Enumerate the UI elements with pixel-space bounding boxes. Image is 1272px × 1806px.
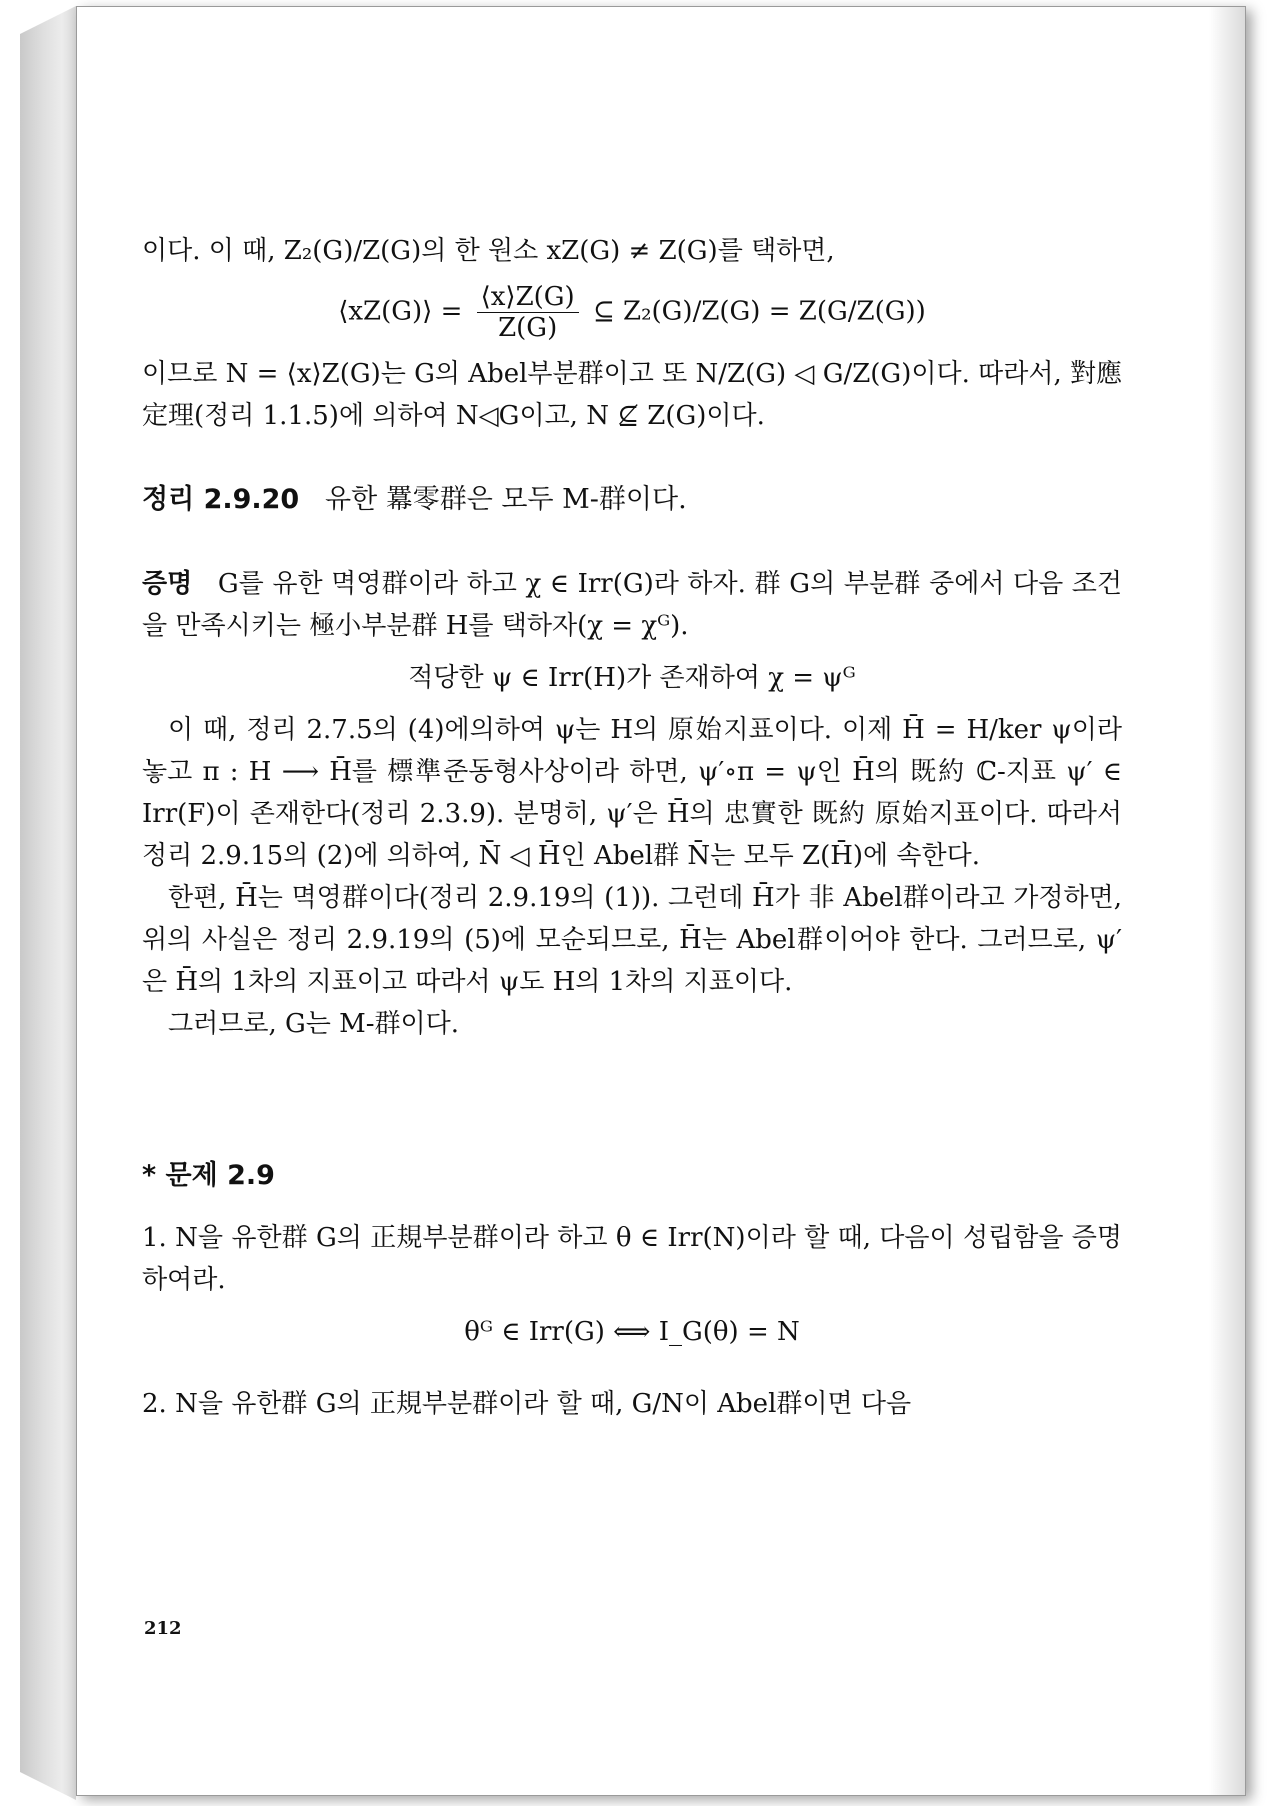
proof-paragraph-1: [142, 563, 1122, 647]
exercise-heading: * 문제 2.9: [142, 1160, 275, 1191]
page-number: 212: [144, 1618, 182, 1639]
page-content: [142, 230, 1122, 1425]
display-equation-1: [142, 282, 1122, 343]
equation-left: ⟨xZ(G)⟩ =: [338, 296, 463, 327]
exercise-item-2: 2. N을 유한群 G의 正規부분群이라 할 때, G/N이 Abel群이면 다음: [142, 1389, 912, 1419]
display-condition: 적당한 ψ ∈ Irr(H)가 존재하여 χ = ψᴳ: [408, 663, 856, 693]
proof-text-1: G를 유한 멱영群이라 하고 χ ∈ Irr(G)라 하자. 群 G의 부분群 중에서 다음 조건을 만족시키는 極小부분群 H를 택하자(χ = χᴳ).: [142, 569, 1123, 641]
theorem-text: 유한 羃零群은 모두 M-群이다.: [324, 484, 687, 515]
theorem-2-9-20: [142, 479, 1122, 521]
equation-right: ⊆ Z₂(G)/Z(G) = Z(G/Z(G)): [592, 296, 926, 327]
exercise-item-1: 1. N을 유한群 G의 正規부분群이라 하고 θ ∈ Irr(N)이라 할 때, 다음이 성립함을 증명하여라.: [142, 1223, 1122, 1295]
proof-label: 증명: [142, 569, 193, 599]
fraction-numerator: ⟨x⟩Z(G): [477, 282, 579, 313]
proof-paragraph-3: 한편, H̄는 멱영群이다(정리 2.9.19의 (1)). 그런데 H̄가 非 Abel群이라고 가정하면, 위의 사실은 정리 2.9.19의 (5)에 모순되므로, H̄는 Abel群이어야 한다. 그러므로, ψ′은 H̄의 1차의 지표이고 따라서 ψ도 H의 1차의 지표이다.: [142, 883, 1122, 997]
fraction-denominator: Z(G): [498, 313, 558, 343]
exercise-1-equation: θᴳ ∈ Irr(G) ⟺ I_G(θ) = N: [464, 1317, 800, 1347]
theorem-label: 정리 2.9.20: [142, 484, 300, 515]
proof-paragraph-2: 이 때, 정리 2.7.5의 (4)에의하여 ψ는 H의 原始지표이다. 이제 H̄ = H/ker ψ이라 놓고 π : H ⟶ H̄를 標準준동형사상이라 하면, ψ′∘π = ψ인 H̄의 既約 ℂ-지표 ψ′ ∈ Irr(F)이 존재한다(정리 2.3.9). 분명히, ψ′은 H̄의 忠實한 既約 原始지표이다. 따라서 정리 2.9.15의 (2)에 의하여, N̄ ◁ H̄인 Abel群 N̄는 모두 Z(H̄)에 속한다.: [142, 715, 1122, 871]
intro-paragraph: 이므로 N = ⟨x⟩Z(G)는 G의 Abel부분群이고 또 N/Z(G) ◁ G/Z(G)이다. 따라서, 對應定理(정리 1.1.5)에 의하여 N◁G이고, N ⊈ Z(G)이다.: [142, 359, 1122, 431]
book-spine-edge: [20, 6, 76, 1800]
equation-fraction: [477, 282, 579, 343]
page-edge-shadow: [1209, 7, 1245, 1795]
proof-conclusion: 그러므로, G는 M-群이다.: [168, 1009, 460, 1039]
intro-line: 이다. 이 때, Z₂(G)/Z(G)의 한 원소 xZ(G) ≠ Z(G)를 택하면,: [142, 236, 835, 266]
